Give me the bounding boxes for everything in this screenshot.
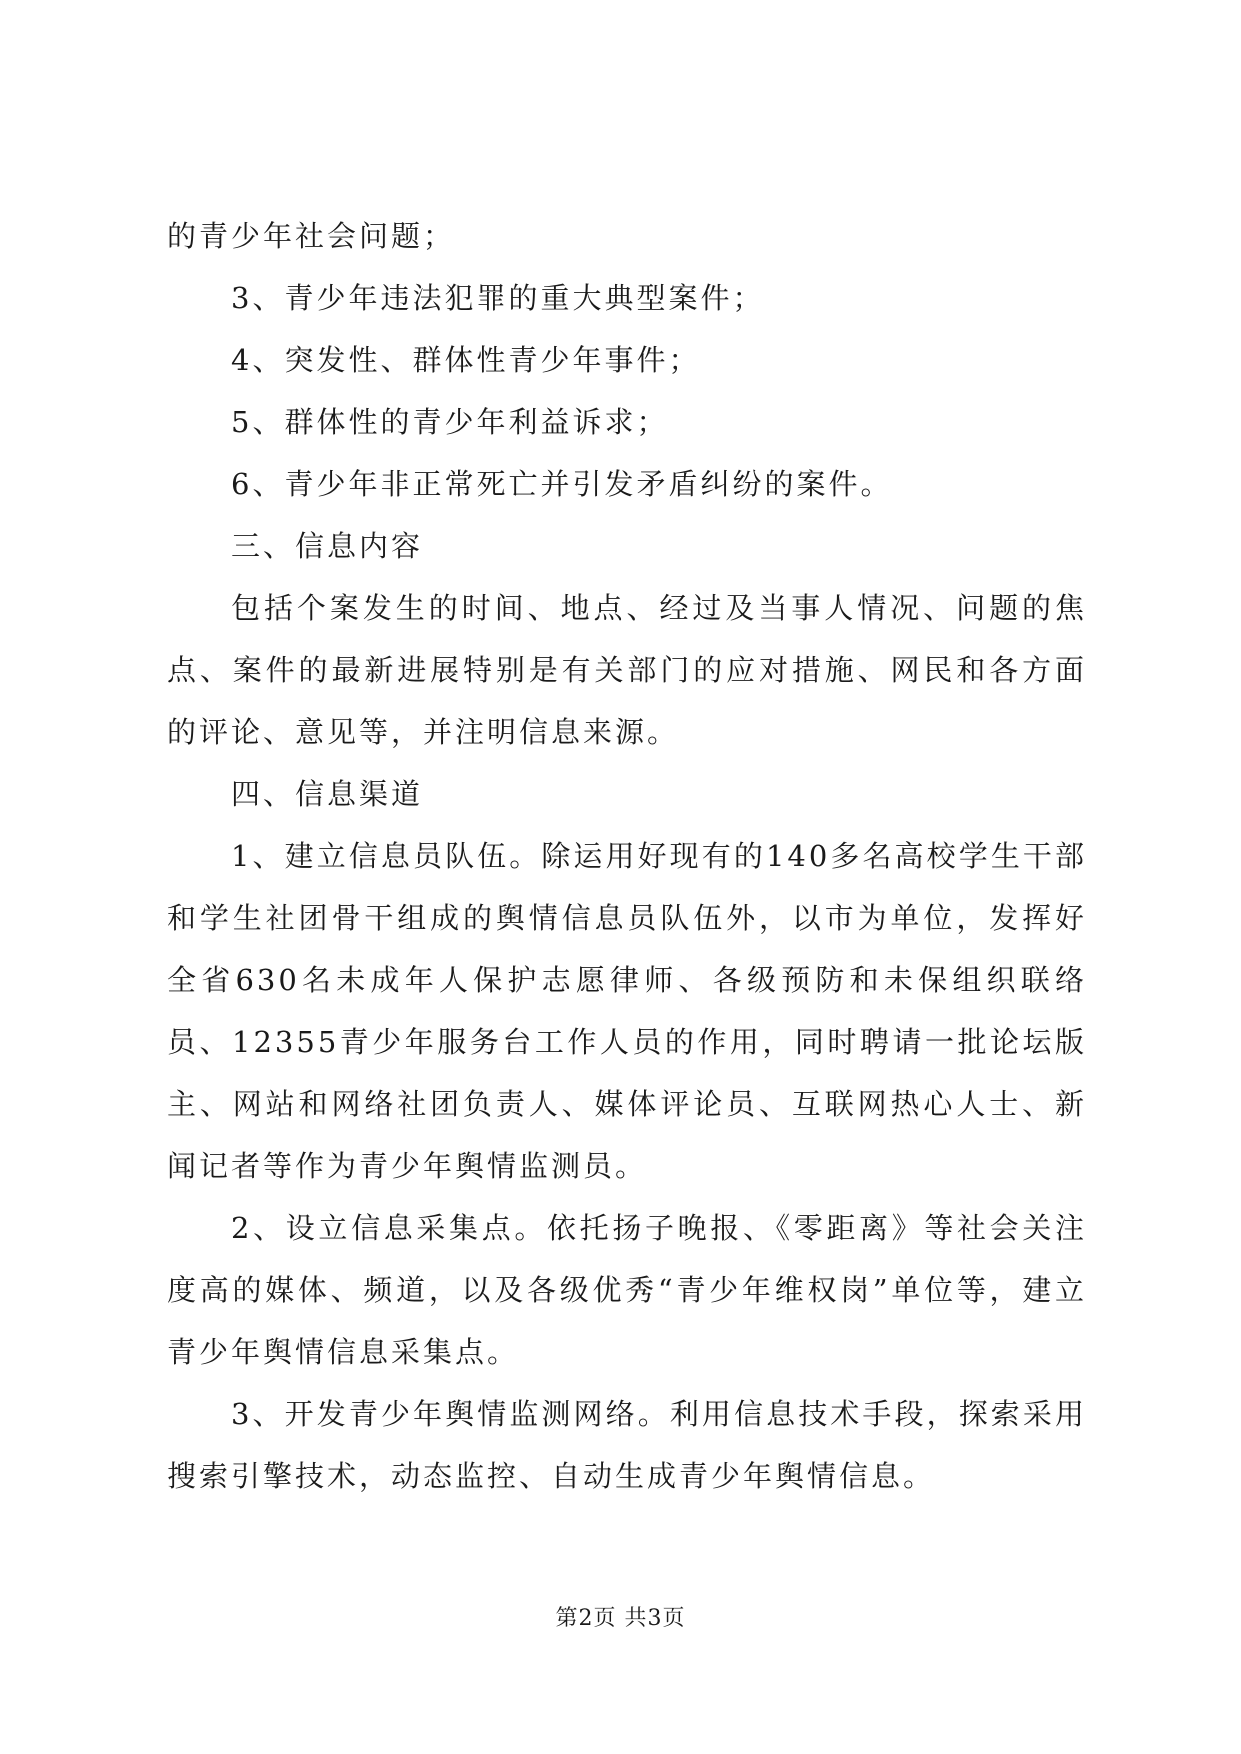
paragraph-channel-3: 3、开发青少年舆情监测网络。利用信息技术手段，探索采用搜索引擎技术，动态监控、自动生成青少年舆情信息。 <box>167 1397 1087 1493</box>
page-number-footer: 第2页 共3页 <box>555 1606 686 1631</box>
section-heading-info-channels: 四、信息渠道 <box>231 777 424 811</box>
list-item-5: 5、群体性的青少年利益诉求； <box>231 405 669 439</box>
document-body <box>167 205 1087 1507</box>
list-item-3: 3、青少年违法犯罪的重大典型案件； <box>231 281 765 315</box>
paragraph-1: 的青少年社会问题； <box>167 219 456 253</box>
list-item-6: 6、青少年非正常死亡并引发矛盾纠纷的案件。 <box>231 467 893 501</box>
list-item-4: 4、突发性、群体性青少年事件； <box>231 343 701 377</box>
section-heading-info-content: 三、信息内容 <box>231 529 424 563</box>
paragraph-channel-2: 2、设立信息采集点。依托扬子晚报、《零距离》等社会关注度高的媒体、频道，以及各级优秀“青少年维权岗”单位等，建立青少年舆情信息采集点。 <box>167 1211 1087 1369</box>
paragraph-channel-1: 1、建立信息员队伍。除运用好现有的140多名高校学生干部和学生社团骨干组成的舆情信息员队伍外，以市为单位，发挥好全省630名未成年人保护志愿律师、各级预防和未保组织联络员、12355青少年服务台工作人员的作用，同时聘请一批论坛版主、网站和网络社团负责人、媒体评论员、互联网热心人士、新闻记者等作为青少年舆情监测员。 <box>167 839 1087 1183</box>
paragraph-info-content: 包括个案发生的时间、地点、经过及当事人情况、问题的焦点、案件的最新进展特别是有关部门的应对措施、网民和各方面的评论、意见等，并注明信息来源。 <box>167 591 1087 749</box>
